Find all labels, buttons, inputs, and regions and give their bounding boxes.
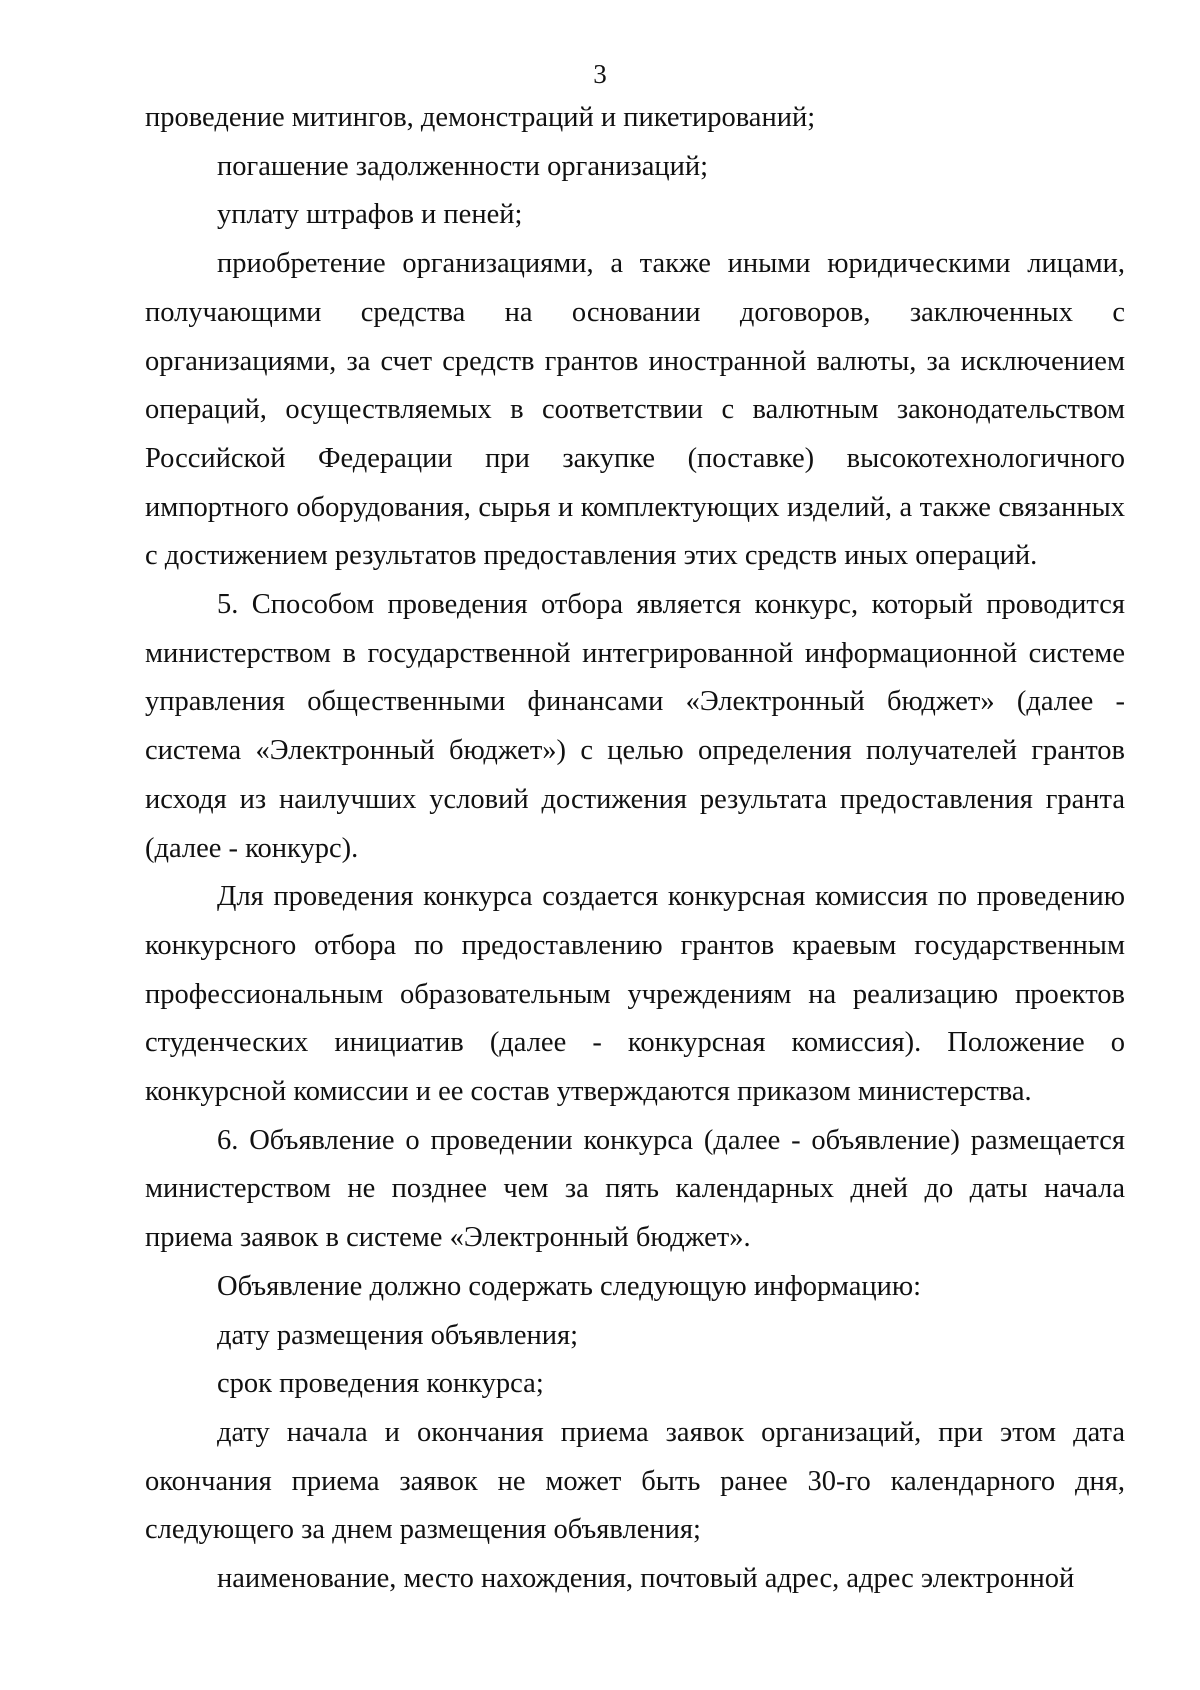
paragraph-competition-commission: Для проведения конкурса создается конкурсная комиссия по проведению конкурсного отбора по предоставлению грантов краевым государственным профессиональным образовательным учреждениям на реализацию проектов студенческих инициатив (далее - конкурсная комиссия). Положение о конкурсной комиссии и ее состав утверждаются приказом министерства. (145, 881, 1125, 1108)
paragraph-foreign-currency: приобретение организациями, а также иными юридическими лицами, получающими средства на основании договоров, заключенных с организациями, за счет средств грантов иностранной валюты, за исключением операций, осуществляемых в соответствии с валютным законодательством Российской Федерации при закупке (поставке) высокотехнологичного импортного оборудования, сырья и комплектующих изделий, а также связанных с достижением результатов предоставления этих средств иных операций. (145, 248, 1125, 572)
paragraph-competition-period: срок проведения конкурса; (217, 1368, 544, 1400)
paragraph-debt-repayment: погашение задолженности организаций; (217, 150, 709, 182)
page-number: 3 (593, 59, 607, 89)
document-body (145, 94, 1125, 1604)
paragraph-announcement-date: дату размещения объявления; (217, 1319, 579, 1351)
paragraph-fines: уплату штрафов и пеней; (217, 199, 523, 231)
paragraph-application-dates: дату начала и окончания приема заявок организаций, при этом дата окончания приема заявок не может быть ранее 30-го календарного дня, следующего за днем размещения объявления; (145, 1416, 1125, 1546)
paragraph-item-6-announcement: 6. Объявление о проведении конкурса (далее - объявление) размещается министерством не позднее чем за пять календарных дней до даты начала приема заявок в системе «Электронный бюджет». (145, 1124, 1125, 1254)
paragraph-organizer-details: наименование, место нахождения, почтовый адрес, адрес электронной (217, 1563, 1075, 1595)
paragraph-rallies: проведение митингов, демонстраций и пикетирований; (145, 102, 816, 133)
paragraph-announcement-contents: Объявление должно содержать следующую информацию: (217, 1270, 922, 1302)
paragraph-item-5-selection-method: 5. Способом проведения отбора является конкурс, который проводится министерством в государственной интегрированной информационной системе управления общественными финансами «Электронный бюджет» (далее - система «Электронный бюджет») с целью определения получателей грантов исходя из наилучших условий достижения результата предоставления гранта (далее - конкурс). (145, 589, 1125, 864)
